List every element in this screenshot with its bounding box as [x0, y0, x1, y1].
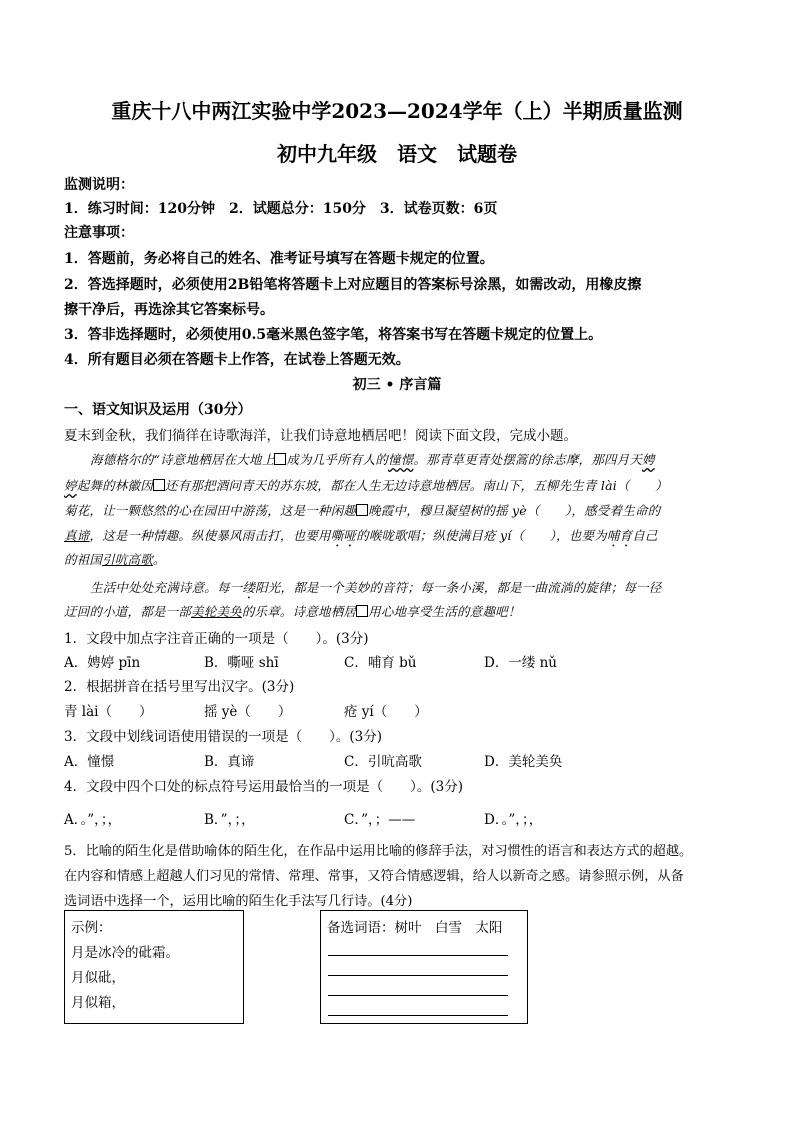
- passage-line-2: 婷起舞的林徽因 还有那把酒问青天的苏东坡，都在人生无边诗意地栖居。南山下，五柳先生青 lài（ ）: [64, 478, 668, 493]
- question-3: 3．文段中划线词语使用错误的一项是（ ）。(3分): [64, 729, 382, 745]
- notes-info-line: 1．练习时间：120分钟 2．试题总分：150分 3．试卷页数：6页: [64, 201, 498, 217]
- question-5-line-3: 选词语中选择一个，运用比喻的陌生化手法写几行诗。(4分): [64, 894, 413, 909]
- word-yinhanggaoge: 引吭高歌: [102, 552, 153, 567]
- word-siya: 嘶哑: [330, 528, 357, 543]
- notes-label: 监测说明：: [64, 177, 134, 193]
- question-5-line-1: 5．比喻的陌生化是借助喻体的陌生化，在作品中运用比喻的修辞手法，对习惯性的语言和表达方式的超越。: [64, 844, 693, 859]
- q1-option-d: D．一缕 nǔ: [484, 655, 558, 671]
- passage-line-5: 的祖国引吭高歌。: [64, 552, 166, 567]
- passage-line-3: 菊花，让一颗悠然的心在园田中游荡，这是一种闲趣 晚霞中，穆旦凝望树的摇 yè（ ），感受着生命的: [64, 503, 661, 518]
- answer-line-1[interactable]: [328, 955, 508, 956]
- word-ping: 娉: [642, 452, 655, 467]
- q3-option-a: A．憧憬: [64, 754, 115, 770]
- q4-option-d: D．。”，；，: [484, 812, 543, 828]
- question-5-line-2: 在内容和情感上超越人们习见的常情、常理、常事，又符合情感逻辑，给人以新奇之感。请参照示例，从备: [64, 869, 684, 884]
- attention-item-3: 3．答非选择题时，必须使用0.5毫米黑色签字笔，将答案书写在答题卡规定的位置上。: [64, 327, 603, 343]
- passage-line-1: 海德格尔的“诗意地栖居在大地上 成为几乎所有人的憧憬。那青草更青处摆篙的徐志摩，那四月天娉: [90, 452, 655, 467]
- exam-title: 重庆十八中两江实验中学2023—2024学年（上）半期质量监测: [111, 99, 683, 123]
- q2-item-lai: 青 lài（ ）: [64, 704, 153, 720]
- attention-item-2b: 擦干净后，再选涂其它答案标号。: [64, 302, 274, 318]
- answer-line-4[interactable]: [328, 1015, 508, 1016]
- exam-subtitle: 初中九年级 语文 试题卷: [277, 142, 517, 166]
- attention-item-4: 4．所有题目必须在答题卡上作答，在试卷上答题无效。: [64, 352, 410, 368]
- q1-option-a: A．娉婷 pīn: [64, 655, 141, 671]
- blank-box: [274, 453, 286, 465]
- passage-line-4: 真谛，这是一种情趣。纵使暴风雨击打，也要用嘶哑的喉咙歌唱；纵使满目疮 yí（ ），也要为哺育自己: [64, 528, 658, 543]
- part-one-heading: 一、语文知识及运用（30分）: [64, 402, 252, 418]
- answer-line-3[interactable]: [328, 995, 508, 996]
- q3-option-c: C．引吭高歌: [344, 754, 422, 770]
- question-1: 1．文段中加点字注音正确的一项是（ ）。(3分): [64, 631, 369, 647]
- answer-line-2[interactable]: [328, 975, 508, 976]
- example-line-1: 月是冰冷的砒霜。: [71, 945, 179, 961]
- word-chongjing: 憧憬: [388, 452, 414, 467]
- q3-option-d: D．美轮美奂: [484, 754, 563, 770]
- attention-item-1: 1．答题前，务必将自己的姓名、准考证号填写在答题卡规定的位置。: [64, 251, 494, 267]
- q2-item-ye: 摇 yè（ ）: [204, 704, 292, 720]
- intro-text: 夏末到金秋，我们徜徉在诗歌海洋，让我们诗意地栖居吧！阅读下面文段，完成小题。: [64, 428, 577, 444]
- question-2: 2．根据拼音在括号里写出汉字。(3分): [64, 679, 295, 695]
- blank-box: [356, 605, 368, 617]
- example-line-3: 月似箱，: [71, 995, 125, 1011]
- q1-option-c: C．哺育 bǔ: [344, 655, 417, 671]
- q4-option-b: B．”，；，: [204, 812, 255, 828]
- section-heading: 初三 • 序言篇: [352, 377, 442, 393]
- q4-option-a: A．。”，；，: [64, 812, 122, 828]
- word-zhendi: 真谛: [64, 528, 90, 543]
- q4-option-c: C．”，；——: [344, 812, 416, 828]
- blank-box: [153, 479, 165, 491]
- attention-label: 注意事项：: [64, 225, 134, 241]
- word-lv: 缕: [242, 580, 256, 595]
- passage-line-6: 生活中处处充满诗意。每一缕阳光，都是一个美妙的音符；每一条小溪，都是一曲流淌的旋律；每一径: [90, 580, 662, 595]
- example-label: 示例：: [71, 920, 112, 936]
- q1-option-b: B．嘶哑 shī: [204, 655, 279, 671]
- word-buyu: 哺育: [606, 528, 633, 543]
- q2-item-yi: 疮 yí（ ）: [344, 704, 428, 720]
- passage-line-7: 迂回的小道，都是一部美轮美奂的乐章。诗意地栖居 用心地享受生活的意趣吧！: [64, 604, 521, 619]
- question-4: 4．文段中四个口处的标点符号运用最恰当的一项是（ ）。(3分): [64, 779, 463, 795]
- word-ting: 婷: [64, 478, 77, 493]
- example-line-2: 月似砒，: [71, 970, 125, 986]
- choice-words: 备选词语：树叶 白雪 太阳: [327, 920, 503, 936]
- word-meilunmeihuan: 美轮美奂: [191, 604, 242, 619]
- q3-option-b: B．真谛: [204, 754, 255, 770]
- attention-item-2a: 2．答选择题时，必须使用2B铅笔将答题卡上对应题目的答案标号涂黑，如需改动，用橡皮擦: [64, 277, 642, 293]
- blank-box: [356, 504, 368, 516]
